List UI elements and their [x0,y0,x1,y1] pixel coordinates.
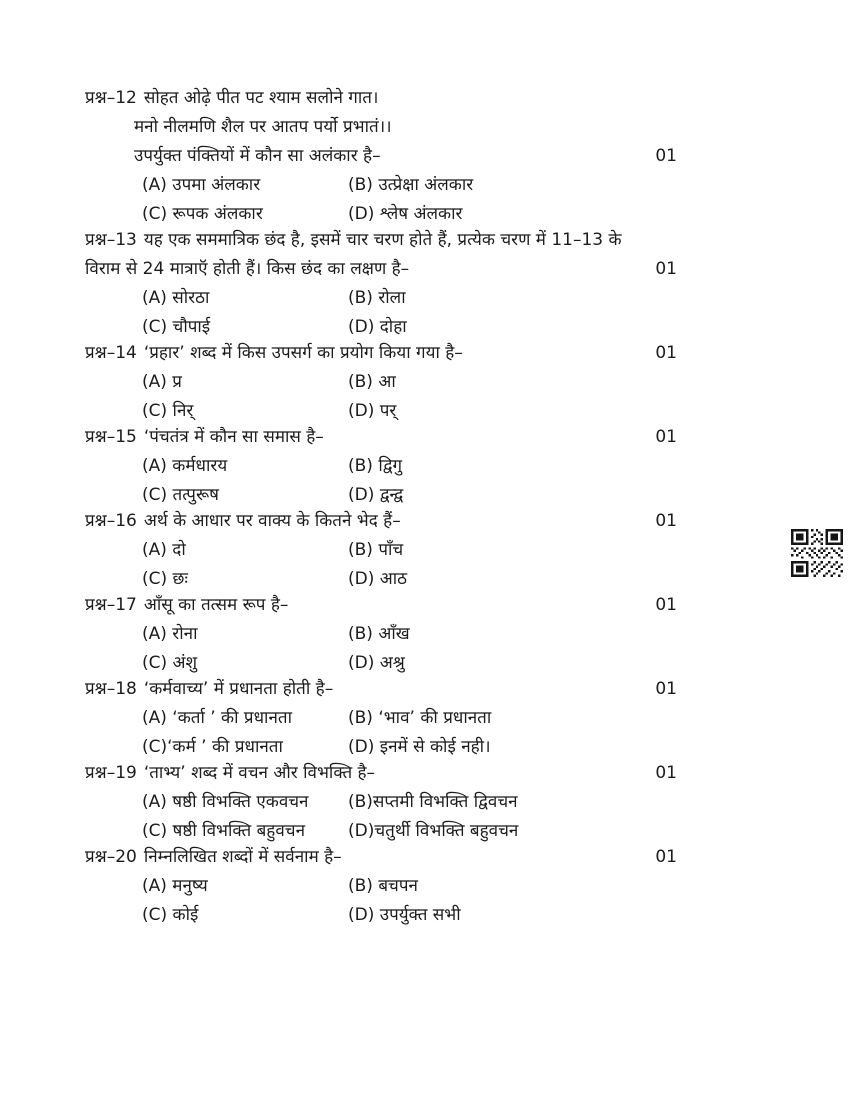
option-b: (B) द्विगु [348,456,403,476]
marks-value: 01 [655,427,677,447]
question-18 [85,675,691,762]
option-c: (C) निर् [142,401,194,421]
option-b: (B) बचपन [348,876,418,896]
option-c: (C) षष्ठी विभक्ति बहुवचन [142,821,306,841]
option-c: (C) अंशु [142,653,198,673]
options-row [85,817,691,846]
options-row [85,284,691,313]
marks-value: 01 [655,847,677,867]
marks-value: 01 [655,146,677,166]
questions-section [85,84,691,927]
options-row [85,620,691,649]
options-row [85,368,691,397]
option-d: (D) द्वन्द्व [348,485,404,505]
option-d: (D) इनमें से कोई नही। [348,737,491,757]
options-row [85,901,691,930]
options-row [85,565,691,594]
option-a: (A) रोना [142,624,198,644]
option-c: (C) चौपाई [142,317,211,337]
option-d: (D) श्लेष अंलकार [348,204,463,224]
question-text: निम्नलिखित शब्दों में सर्वनाम है– [143,847,342,867]
question-14 [85,339,691,426]
option-a: (A) कर्मधारय [142,456,228,476]
question-line [85,675,691,704]
marks-value: 01 [655,343,677,363]
question-13 [85,226,691,342]
option-b: (B) रोला [348,288,406,308]
question-text: आँसू का तत्सम रूप है– [143,595,289,615]
question-text: सोहत ओढ़े पीत पट श्याम सलोने गात। [143,88,379,108]
question-text: ‘पंचतंत्र में कौन सा समास है– [143,427,324,447]
option-c: (C) कोई [142,905,199,925]
question-text: ‘कर्मवाच्य’ में प्रधानता होती है– [143,679,334,699]
question-line [85,84,691,113]
question-line [85,507,691,536]
option-b: (B) आ [348,372,396,392]
question-line [85,113,691,142]
option-b: (B) आँख [348,624,410,644]
question-line [85,226,691,255]
question-number: प्रश्न–12 [85,88,137,108]
question-text: यह एक सममात्रिक छंद है, इसमें चार चरण होते हैं, प्रत्येक चरण में 11–13 के [143,230,622,250]
option-a: (A) दो [142,540,186,560]
option-c: (C) रूपक अंलकार [142,204,263,224]
option-d: (D) दोहा [348,317,407,337]
option-d: (D)चतुर्थी विभक्ति बहुवचन [348,821,519,841]
option-b: (B)सप्तमी विभक्ति द्विवचन [348,792,518,812]
option-a: (A) ‘कर्ता ’ की प्रधानता [142,708,292,728]
option-b: (B) उत्प्रेक्षा अंलकार [348,175,474,195]
options-row [85,649,691,678]
option-a: (A) सोरठा [142,288,210,308]
question-number: प्रश्न–20 [85,847,137,867]
options-row [85,397,691,426]
question-line [85,843,691,872]
question-number: प्रश्न–18 [85,679,137,699]
question-number: प्रश्न–14 [85,343,137,363]
question-text: ‘ताभ्य’ शब्द में वचन और विभक्ति है– [143,763,376,783]
question-16 [85,507,691,594]
question-text: उपर्युक्त पंक्तियों में कौन सा अलंकार है– [134,146,381,166]
question-17 [85,591,691,678]
question-number: प्रश्न–19 [85,763,137,783]
option-a: (A) उपमा अंलकार [142,175,261,195]
marks-value: 01 [655,763,677,783]
question-line [85,142,691,171]
question-20 [85,843,691,930]
options-row [85,788,691,817]
question-number: प्रश्न–15 [85,427,137,447]
question-line [85,423,691,452]
question-text: मनो नीलमणि शैल पर आतप पर्यो प्रभातं।। [134,117,392,137]
marks-value: 01 [655,679,677,699]
option-d: (D) अश्रु [348,653,405,673]
option-b: (B) ‘भाव’ की प्रधानता [348,708,492,728]
option-a: (A) षष्ठी विभक्ति एकवचन [142,792,309,812]
marks-value: 01 [655,259,677,279]
options-row [85,872,691,901]
qr-code-icon [791,529,843,577]
options-row [85,733,691,762]
question-text: अर्थ के आधार पर वाक्य के कितने भेद हैं– [143,511,401,531]
marks-value: 01 [655,511,677,531]
options-row [85,536,691,565]
question-line [85,255,691,284]
question-number: प्रश्न–16 [85,511,137,531]
question-19 [85,759,691,846]
option-a: (A) मनुष्य [142,876,208,896]
question-number: प्रश्न–17 [85,595,137,615]
option-c: (C) छः [142,569,188,589]
options-row [85,481,691,510]
marks-value: 01 [655,595,677,615]
option-c: (C)‘कर्म ’ की प्रधानता [142,737,283,757]
option-d: (D) पर् [348,401,397,421]
option-d: (D) उपर्युक्त सभी [348,905,461,925]
question-15 [85,423,691,510]
options-row [85,171,691,200]
option-c: (C) तत्पुरूष [142,485,219,505]
options-row [85,704,691,733]
question-12 [85,84,691,229]
options-row [85,452,691,481]
options-row [85,313,691,342]
question-line [85,339,691,368]
question-line [85,591,691,620]
options-row [85,200,691,229]
option-b: (B) पाँच [348,540,404,560]
question-number: प्रश्न–13 [85,230,137,250]
question-text: विराम से 24 मात्राऍ होती हैं। किस छंद का लक्षण है– [85,259,410,279]
option-d: (D) आठ [348,569,408,589]
option-a: (A) प्र [142,372,182,392]
question-line [85,759,691,788]
question-text: ‘प्रहार’ शब्द में किस उपसर्ग का प्रयोग किया गया है– [143,343,463,363]
